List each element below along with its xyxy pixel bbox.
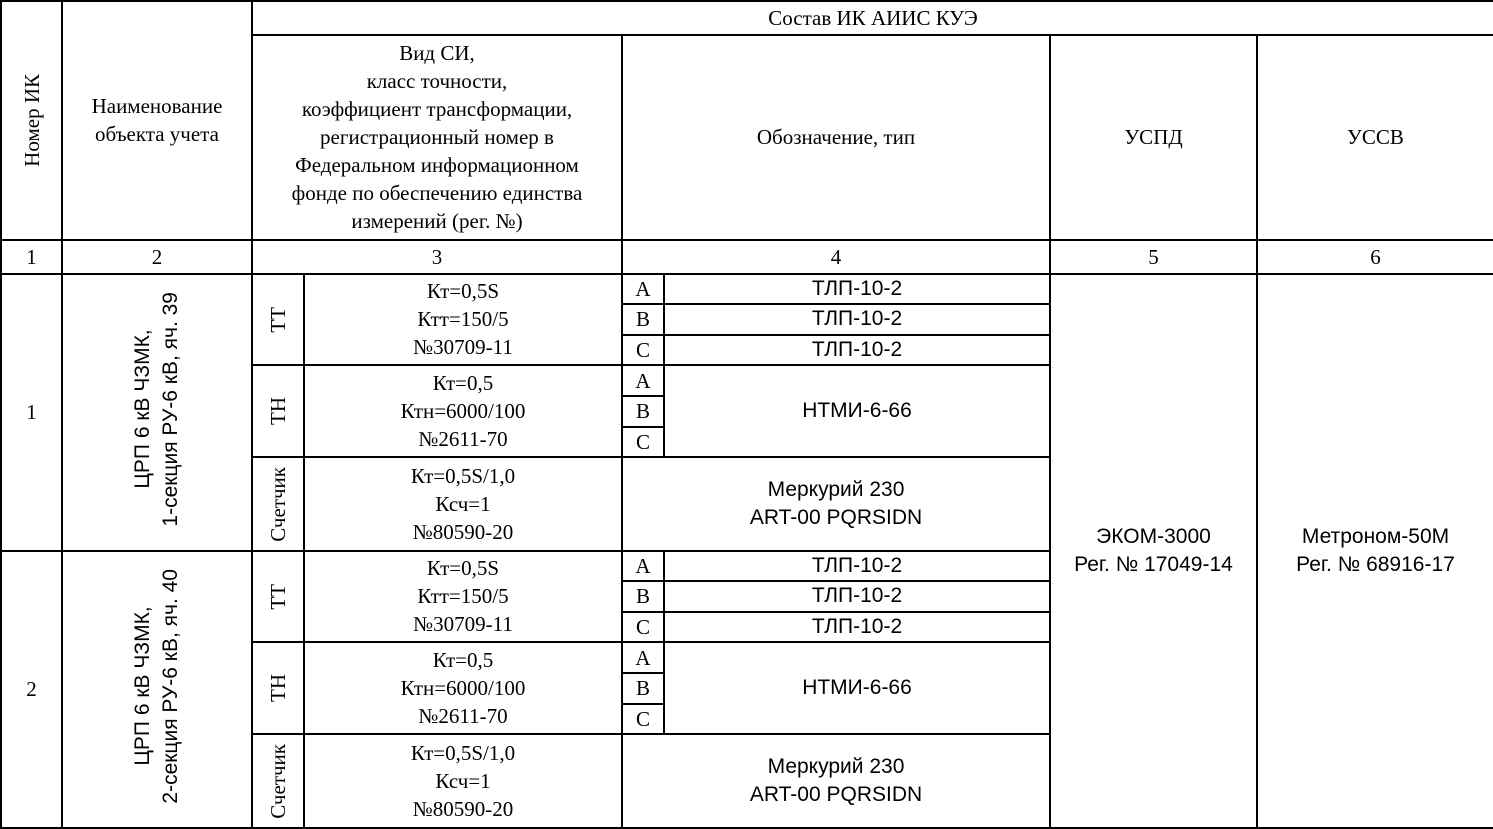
phase-label: B: [622, 581, 664, 611]
meter-type: [622, 734, 1050, 828]
header-composition: Состав ИК АИИС КУЭ: [252, 1, 1493, 35]
tn-params: [304, 365, 622, 457]
tt-param: №30709-11: [413, 335, 513, 360]
meter-param: Ксч=1: [435, 491, 491, 516]
phase-label: B: [622, 673, 664, 703]
tn-type: НТМИ-6-66: [664, 365, 1050, 457]
meter-label-cell: [252, 457, 304, 551]
header-si-type-line: фонде по обеспечению единства: [291, 181, 583, 206]
phase-label: C: [622, 704, 664, 734]
meter-param: №80590-20: [412, 796, 514, 821]
meter-type: [622, 457, 1050, 551]
tn-label: ТН: [266, 396, 290, 425]
tt-type: ТЛП-10-2: [664, 581, 1050, 611]
tt-type: ТЛП-10-2: [664, 612, 1050, 642]
meter-params: [304, 734, 622, 828]
phase-label: A: [622, 365, 664, 396]
col-number: 1: [1, 240, 62, 274]
phase-label: A: [622, 642, 664, 673]
phase-label: B: [622, 396, 664, 426]
tn-param: Кт=0,5: [432, 647, 494, 672]
tn-param: №2611-70: [418, 426, 508, 451]
row-object-text: [129, 569, 185, 804]
row-num: 1: [1, 274, 62, 551]
tt-param: Кт=0,5S: [426, 279, 500, 304]
uspd-value-line: ЭКОМ-3000: [1096, 524, 1211, 548]
meter-param: Ксч=1: [435, 768, 491, 793]
tt-params: [304, 274, 622, 365]
tt-label-cell: [252, 551, 304, 642]
col-number: 4: [622, 240, 1050, 274]
header-uspd: УСПД: [1050, 35, 1257, 239]
phase-label: B: [622, 304, 664, 334]
meter-param: Кт=0,5S/1,0: [410, 740, 516, 765]
row-object: [62, 274, 252, 551]
meter-type-line: ART-00 PQRSIDN: [749, 505, 923, 529]
header-ussv: УССВ: [1257, 35, 1493, 239]
tn-param: №2611-70: [418, 703, 508, 728]
tn-label: ТН: [266, 673, 290, 702]
tn-param: Кт=0,5: [432, 370, 494, 395]
header-object-name: [62, 1, 252, 240]
tn-label-cell: [252, 642, 304, 734]
meter-param: №80590-20: [412, 519, 514, 544]
row-object-line: 1-секция РУ-6 кВ, яч. 39: [159, 291, 182, 527]
meter-type-line: ART-00 PQRSIDN: [749, 782, 923, 806]
header-num-ik: [1, 1, 62, 240]
row-object-line: 2-секция РУ-6 кВ, яч. 40: [159, 568, 182, 804]
header-num-ik-text: Номер ИК: [19, 73, 44, 167]
ussv-value: [1257, 274, 1493, 828]
tt-type: ТЛП-10-2: [664, 304, 1050, 334]
tn-params: [304, 642, 622, 734]
phase-label: C: [622, 612, 664, 642]
header-si-type-line: коэффициент трансформации,: [301, 97, 573, 122]
phase-label: A: [622, 551, 664, 581]
phase-label: C: [622, 427, 664, 457]
header-si-type-line: Федеральном информационном: [295, 153, 579, 178]
phase-label: C: [622, 335, 664, 365]
row-object-line: ЦРП 6 кВ ЧЗМК,: [131, 606, 154, 766]
phase-label: A: [622, 274, 664, 304]
header-si-type-line: регистрационный номер в: [320, 125, 554, 150]
tt-label: ТТ: [266, 306, 290, 333]
meter-params: [304, 457, 622, 551]
tt-param: Ктт=150/5: [417, 307, 509, 332]
tn-param: Ктн=6000/100: [400, 398, 526, 423]
tn-param: Ктн=6000/100: [400, 675, 526, 700]
ussv-value-line: Рег. № 68916-17: [1296, 552, 1455, 576]
uspd-value: [1050, 274, 1257, 828]
tn-label-cell: [252, 365, 304, 457]
row-num: 2: [1, 551, 62, 828]
meter-label: Счетчик: [266, 466, 290, 542]
col-number: 3: [252, 240, 622, 274]
row-object: [62, 551, 252, 828]
col-number: 5: [1050, 240, 1257, 274]
header-object-name-text: Наименование объекта учета: [91, 94, 223, 147]
ussv-value-line: Метроном-50М: [1301, 524, 1450, 548]
header-si-type-line: Вид СИ,: [399, 41, 475, 66]
col-number: 2: [62, 240, 252, 274]
meter-label-cell: [252, 734, 304, 828]
tt-type: ТЛП-10-2: [664, 551, 1050, 581]
tt-label-cell: [252, 274, 304, 365]
tt-param: Кт=0,5S: [426, 556, 500, 581]
row-object-line: ЦРП 6 кВ ЧЗМК,: [131, 329, 154, 489]
col-number: 6: [1257, 240, 1493, 274]
header-designation: Обозначение, тип: [622, 35, 1050, 239]
meter-type-line: Меркурий 230: [767, 754, 905, 778]
tt-type: ТЛП-10-2: [664, 335, 1050, 365]
row-object-text: [129, 292, 185, 527]
tt-type: ТЛП-10-2: [664, 274, 1050, 304]
meter-param: Кт=0,5S/1,0: [410, 463, 516, 488]
tt-param: Ктт=150/5: [417, 584, 509, 609]
tt-params: [304, 551, 622, 642]
header-si-type-line: класс точности,: [366, 69, 508, 94]
meter-label: Счетчик: [266, 743, 290, 819]
tt-param: №30709-11: [413, 612, 513, 637]
header-si-type-line: измерений (рег. №): [351, 209, 523, 234]
meter-type-line: Меркурий 230: [767, 477, 905, 501]
tt-label: ТТ: [266, 583, 290, 610]
uspd-value-line: Рег. № 17049-14: [1074, 552, 1233, 576]
header-si-type: [252, 35, 622, 239]
tn-type: НТМИ-6-66: [664, 642, 1050, 734]
